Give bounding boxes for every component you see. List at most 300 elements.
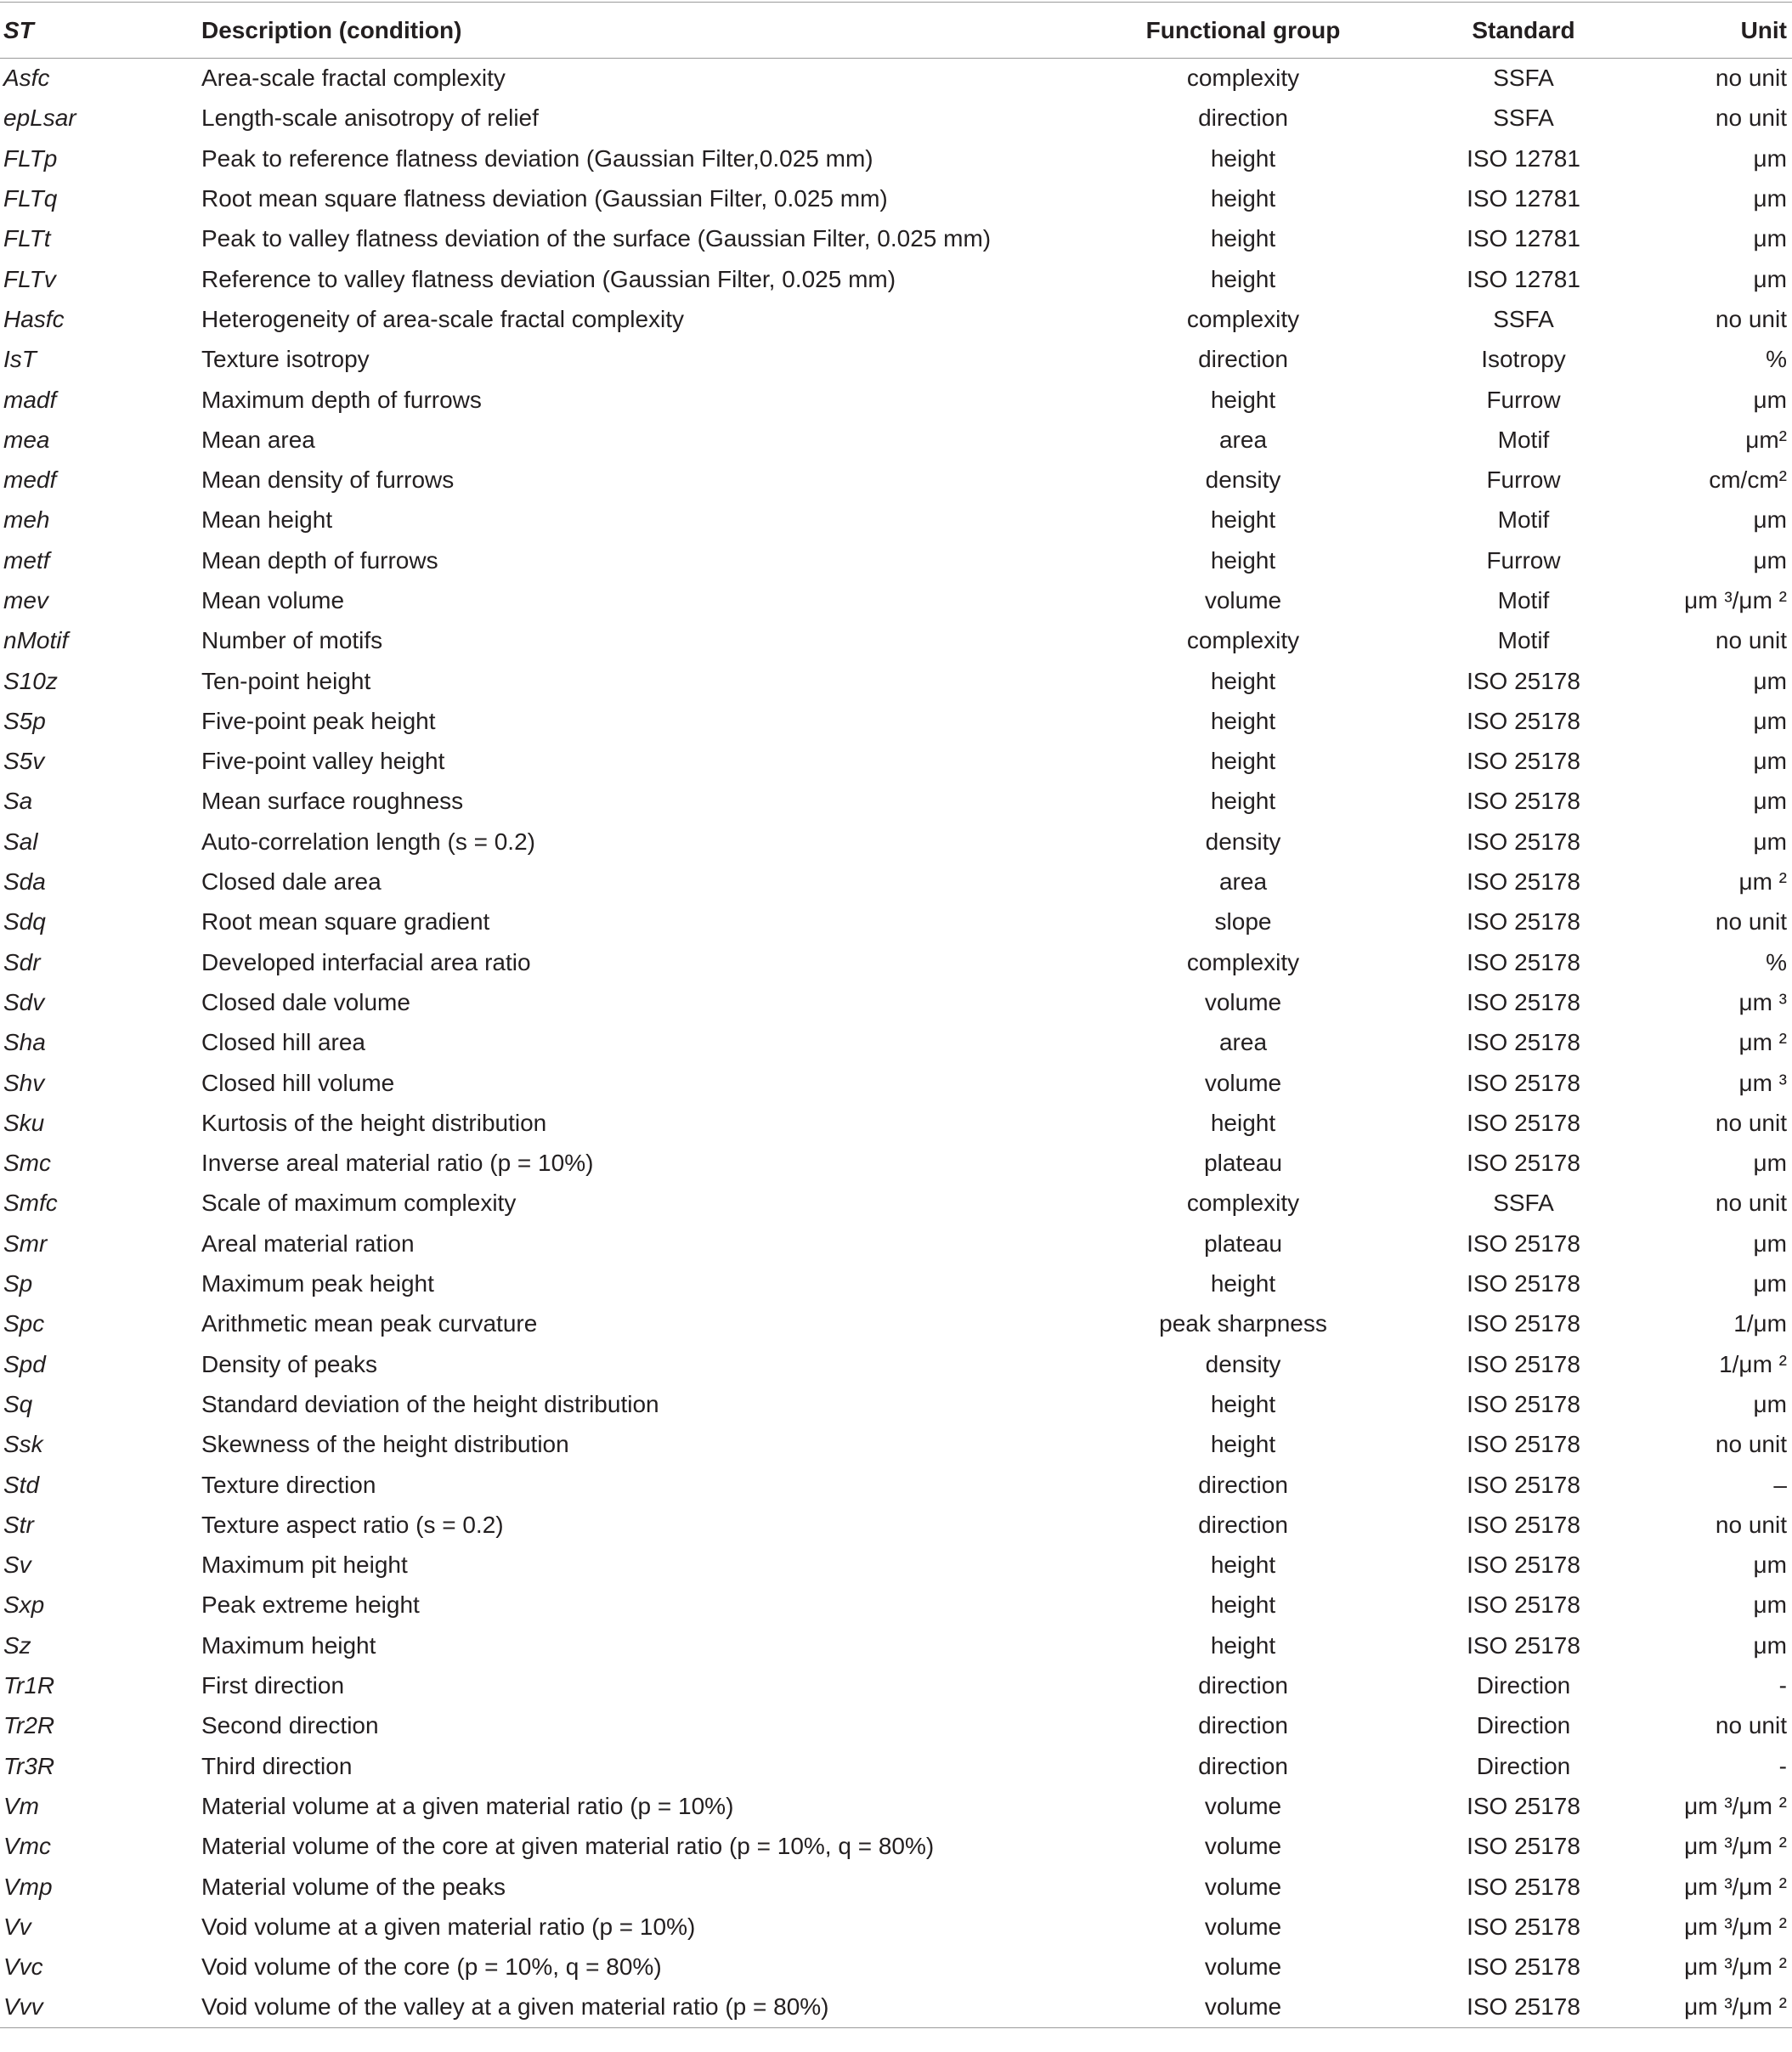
cell-functional-group: complexity [1186, 627, 1300, 654]
cell-unit: μm [1753, 546, 1787, 574]
cell-functional-group: height [1210, 546, 1276, 574]
cell-unit: no unit [1715, 1190, 1787, 1217]
cell-functional-group: area [1218, 868, 1268, 896]
cell-st: metf [3, 546, 50, 574]
cell-unit: no unit [1715, 105, 1787, 132]
cell-unit: 1/μm ² [1719, 1350, 1787, 1377]
cell-functional-group: height [1210, 748, 1276, 775]
cell-st: FLTq [3, 185, 58, 212]
cell-functional-group: height [1210, 1431, 1276, 1458]
header-unit: Unit [1662, 3, 1792, 59]
cell-st: Vv [3, 1913, 31, 1940]
cell-description: Void volume of the valley at a given material ratio (p = 80%) [198, 1987, 1101, 2027]
cell-description: Maximum pit height [201, 1552, 408, 1579]
cell-functional-group: height [1210, 1552, 1276, 1579]
cell-unit: no unit [1715, 1712, 1787, 1739]
table-row [0, 1706, 1792, 1746]
cell-unit: μm [1753, 1270, 1787, 1297]
cell-unit: cm/cm² [1709, 466, 1787, 494]
cell-standard: ISO 25178 [1467, 1270, 1580, 1297]
cell-functional-group: height [1210, 185, 1276, 212]
cell-standard: SSFA [1493, 105, 1554, 132]
cell-standard: ISO 25178 [1467, 1431, 1580, 1458]
cell-unit: no unit [1715, 908, 1787, 936]
cell-description: Third direction [201, 1752, 353, 1779]
cell-unit: μm ³ [1738, 988, 1787, 1015]
cell-standard: Direction [1476, 1752, 1571, 1779]
cell-standard: ISO 25178 [1467, 1873, 1580, 1900]
cell-functional-group: height [1210, 707, 1276, 734]
cell-description: Closed dale area [201, 868, 382, 896]
table-row [0, 742, 1792, 782]
cell-st: Hasfc [3, 305, 65, 332]
cell-st: FLTt [3, 225, 51, 252]
cell-functional-group: height [1210, 1591, 1276, 1619]
cell-functional-group: volume [1204, 1792, 1282, 1819]
cell-st: Smc [3, 1150, 51, 1177]
table-row [0, 862, 1792, 902]
cell-functional-group: density [1205, 828, 1281, 855]
table-row [0, 59, 1792, 99]
table-row [0, 138, 1792, 178]
cell-description: Texture aspect ratio (s = 0.2) [201, 1511, 504, 1538]
cell-standard: Furrow [1486, 546, 1561, 574]
cell-functional-group: volume [1204, 988, 1282, 1015]
cell-standard: ISO 25178 [1467, 667, 1580, 694]
cell-st: Vvv [0, 1987, 198, 2027]
cell-unit: μm ³ [1738, 1069, 1787, 1096]
cell-description: Kurtosis of the height distribution [201, 1109, 547, 1136]
cell-standard: ISO 25178 [1467, 1511, 1580, 1538]
cell-unit: μm [1753, 386, 1787, 413]
cell-functional-group: height [1210, 506, 1276, 534]
table-row [0, 621, 1792, 661]
table-row [0, 380, 1792, 420]
cell-functional-group: volume [1204, 1953, 1282, 1981]
table-body [0, 59, 1792, 2028]
cell-st: Sdr [3, 948, 41, 975]
table-row [0, 540, 1792, 580]
cell-standard: ISO 25178 [1467, 1953, 1580, 1981]
cell-functional-group: complexity [1186, 1190, 1300, 1217]
cell-unit: - [1778, 1672, 1787, 1699]
cell-functional-group: height [1210, 1270, 1276, 1297]
cell-standard: ISO 25178 [1467, 1029, 1580, 1056]
cell-unit: μm [1753, 788, 1787, 815]
cell-st: FLTv [3, 265, 56, 292]
cell-standard: ISO 25178 [1467, 828, 1580, 855]
cell-standard: ISO 25178 [1467, 1350, 1580, 1377]
cell-description: First direction [201, 1672, 345, 1699]
table-row [0, 259, 1792, 299]
cell-description: Density of peaks [201, 1350, 377, 1377]
cell-standard: Direction [1476, 1672, 1571, 1699]
table-row [0, 500, 1792, 540]
cell-st: Sdv [3, 988, 45, 1015]
cell-functional-group: direction [1198, 1752, 1288, 1779]
cell-functional-group: peak sharpness [1159, 1310, 1327, 1337]
cell-unit: μm² [1745, 426, 1787, 453]
cell-st: Sal [3, 828, 38, 855]
cell-functional-group: direction [1198, 105, 1288, 132]
cell-standard: ISO 25178 [1467, 1631, 1580, 1659]
cell-functional-group: volume [1101, 1987, 1385, 2027]
cell-unit: no unit [1715, 1431, 1787, 1458]
cell-description: Mean density of furrows [201, 466, 455, 494]
header-st: ST [0, 3, 198, 59]
table-row [0, 460, 1792, 500]
cell-standard: ISO 25178 [1467, 1552, 1580, 1579]
cell-unit: no unit [1715, 627, 1787, 654]
cell-standard: SSFA [1493, 305, 1554, 332]
cell-st: Str [3, 1511, 34, 1538]
table-row [0, 982, 1792, 1022]
cell-functional-group: height [1210, 667, 1276, 694]
cell-st: Tr3R [3, 1752, 55, 1779]
cell-st: Tr2R [3, 1712, 55, 1739]
cell-standard: SSFA [1493, 65, 1554, 92]
cell-description: Standard deviation of the height distribution [201, 1390, 659, 1417]
cell-functional-group: volume [1204, 1833, 1282, 1860]
cell-unit: μm ³/μm ² [1684, 1953, 1787, 1981]
cell-unit: no unit [1715, 1511, 1787, 1538]
cell-unit: 1/μm [1733, 1310, 1787, 1337]
cell-standard: ISO 25178 [1467, 1109, 1580, 1136]
cell-description: Peak to reference flatness deviation (Gaussian Filter,0.025 mm) [201, 144, 873, 172]
cell-description: Peak to valley flatness deviation of the surface (Gaussian Filter, 0.025 mm) [201, 225, 992, 252]
cell-functional-group: height [1210, 265, 1276, 292]
cell-unit: μm ³/μm ² [1684, 1833, 1787, 1860]
cell-functional-group: height [1210, 386, 1276, 413]
table-row [0, 1023, 1792, 1063]
cell-st: mev [3, 587, 48, 613]
cell-st: Vvc [3, 1953, 43, 1981]
cell-description: Maximum peak height [201, 1270, 434, 1297]
table-row [0, 420, 1792, 460]
cell-description: Texture direction [201, 1471, 376, 1498]
cell-unit: μm ³/μm ² [1684, 1873, 1787, 1900]
table-row [0, 1786, 1792, 1826]
table-row [0, 1505, 1792, 1545]
cell-st: Vmp [3, 1873, 53, 1900]
table-row [0, 1625, 1792, 1665]
cell-functional-group: height [1210, 1390, 1276, 1417]
table-row [0, 1263, 1792, 1303]
cell-functional-group: height [1210, 225, 1276, 252]
cell-standard: Furrow [1486, 386, 1561, 413]
cell-unit: μm [1753, 1230, 1787, 1257]
cell-unit: no unit [1715, 305, 1787, 332]
cell-unit: μm [1753, 1552, 1787, 1579]
cell-unit: μm ² [1738, 1029, 1787, 1056]
cell-functional-group: density [1205, 1350, 1281, 1377]
cell-unit: μm [1753, 828, 1787, 855]
cell-functional-group: complexity [1186, 948, 1300, 975]
table-row [0, 1384, 1792, 1424]
cell-description: Length-scale anisotropy of relief [201, 105, 539, 132]
cell-standard: Furrow [1486, 466, 1561, 494]
cell-description: Scale of maximum complexity [201, 1190, 517, 1217]
cell-st: medf [3, 466, 57, 494]
cell-functional-group: volume [1204, 1873, 1282, 1900]
cell-standard: ISO 25178 [1385, 1987, 1662, 2027]
cell-unit: μm ³/μm ² [1662, 1987, 1792, 2027]
cell-unit: - [1778, 1752, 1787, 1779]
table-row [0, 1103, 1792, 1143]
cell-description: Heterogeneity of area-scale fractal complexity [201, 305, 685, 332]
cell-description: Void volume at a given material ratio (p = 10%) [201, 1913, 696, 1940]
cell-functional-group: complexity [1186, 305, 1300, 332]
cell-description: Mean height [201, 506, 333, 534]
cell-st: madf [3, 386, 57, 413]
cell-st: Smfc [3, 1190, 58, 1217]
table-row [0, 178, 1792, 218]
cell-st: Sxp [3, 1591, 45, 1619]
cell-standard: Motif [1497, 627, 1550, 654]
table-row [0, 1867, 1792, 1907]
header-functional-group: Functional group [1101, 3, 1385, 59]
table-row [0, 1063, 1792, 1103]
table-row [0, 1545, 1792, 1585]
cell-standard: ISO 25178 [1467, 868, 1580, 896]
cell-unit: μm [1753, 707, 1787, 734]
cell-st: S5v [3, 748, 45, 775]
table-row [0, 822, 1792, 862]
cell-standard: ISO 25178 [1467, 1792, 1580, 1819]
table-row [0, 219, 1792, 259]
cell-unit: μm [1753, 225, 1787, 252]
cell-description: Void volume of the core (p = 10%, q = 80%) [201, 1953, 662, 1981]
cell-st: Spc [3, 1310, 45, 1337]
cell-description: Maximum height [201, 1631, 376, 1659]
cell-description: Skewness of the height distribution [201, 1431, 569, 1458]
header-standard: Standard [1385, 3, 1662, 59]
table-row [0, 902, 1792, 942]
table-row [0, 340, 1792, 380]
cell-functional-group: height [1210, 1109, 1276, 1136]
cell-standard: ISO 12781 [1467, 185, 1580, 212]
cell-functional-group: plateau [1204, 1150, 1282, 1177]
cell-standard: ISO 25178 [1467, 988, 1580, 1015]
cell-st: mea [3, 426, 50, 453]
cell-unit: μm [1753, 506, 1787, 534]
cell-functional-group: height [1210, 788, 1276, 815]
cell-description: Mean depth of furrows [201, 546, 438, 574]
header-description: Description (condition) [198, 3, 1101, 59]
cell-st: S5p [3, 707, 46, 734]
cell-standard: ISO 25178 [1467, 748, 1580, 775]
cell-st: Vmc [3, 1833, 51, 1860]
cell-standard: ISO 25178 [1467, 707, 1580, 734]
cell-standard: Isotropy [1481, 346, 1566, 373]
table-row [0, 1746, 1792, 1786]
cell-standard: ISO 12781 [1467, 144, 1580, 172]
cell-st: Asfc [3, 65, 50, 92]
cell-description: Peak extreme height [201, 1591, 420, 1619]
cell-description: Material volume at a given material ratio (p = 10%) [201, 1792, 734, 1819]
cell-description: Mean area [201, 426, 315, 453]
table-header [0, 3, 1792, 59]
cell-st: nMotif [3, 627, 69, 654]
table-row [0, 1304, 1792, 1344]
cell-description: Material volume of the peaks [201, 1873, 506, 1900]
cell-unit: μm [1753, 1150, 1787, 1177]
table-row [0, 701, 1792, 741]
cell-description: Mean volume [201, 587, 345, 613]
table-row [0, 99, 1792, 138]
cell-functional-group: density [1205, 466, 1281, 494]
table-row [0, 1184, 1792, 1224]
cell-unit: μm ³/μm ² [1684, 1913, 1787, 1940]
cell-functional-group: direction [1198, 1471, 1288, 1498]
header-row [0, 3, 1792, 59]
cell-unit: no unit [1715, 65, 1787, 92]
cell-standard: Motif [1497, 587, 1550, 613]
table-row [0, 1586, 1792, 1625]
surface-texture-parameters-table [0, 2, 1792, 2028]
cell-functional-group: volume [1204, 587, 1282, 613]
cell-st: Sdq [3, 908, 46, 936]
cell-st: FLTp [3, 144, 58, 172]
cell-functional-group: direction [1198, 1511, 1288, 1538]
cell-unit: μm [1753, 748, 1787, 775]
table-row [0, 1344, 1792, 1384]
cell-st: meh [3, 506, 50, 534]
cell-functional-group: plateau [1204, 1230, 1282, 1257]
cell-standard: Motif [1497, 506, 1550, 534]
cell-st: Tr1R [3, 1672, 55, 1699]
cell-standard: ISO 25178 [1467, 1833, 1580, 1860]
cell-unit: μm ³/μm ² [1684, 587, 1787, 613]
cell-unit: μm [1753, 1390, 1787, 1417]
cell-standard: ISO 12781 [1467, 265, 1580, 292]
cell-standard: ISO 25178 [1467, 1471, 1580, 1498]
cell-description: Auto-correlation length (s = 0.2) [201, 828, 535, 855]
cell-standard: Direction [1476, 1712, 1571, 1739]
table-row [0, 1987, 1792, 2027]
cell-st: Std [3, 1471, 40, 1498]
cell-standard: ISO 12781 [1467, 225, 1580, 252]
cell-st: Sha [3, 1029, 46, 1056]
cell-description: Area-scale fractal complexity [201, 65, 506, 92]
cell-unit: – [1773, 1471, 1787, 1498]
table-row [0, 942, 1792, 982]
cell-standard: ISO 25178 [1467, 788, 1580, 815]
table-row [0, 1425, 1792, 1465]
cell-description: Developed interfacial area ratio [201, 948, 531, 975]
table-row [0, 1947, 1792, 1987]
cell-unit: μm [1753, 1631, 1787, 1659]
cell-unit: % [1766, 346, 1787, 373]
cell-functional-group: direction [1198, 1672, 1288, 1699]
cell-unit: μm [1753, 185, 1787, 212]
cell-functional-group: volume [1204, 1069, 1282, 1096]
cell-standard: Motif [1497, 426, 1550, 453]
cell-description: Root mean square flatness deviation (Gaussian Filter, 0.025 mm) [201, 185, 888, 212]
cell-functional-group: direction [1198, 346, 1288, 373]
cell-functional-group: volume [1204, 1913, 1282, 1940]
cell-description: Arithmetic mean peak curvature [201, 1310, 538, 1337]
cell-description: Five-point valley height [201, 748, 445, 775]
cell-functional-group: direction [1198, 1712, 1288, 1739]
cell-standard: ISO 25178 [1467, 1913, 1580, 1940]
cell-description: Inverse areal material ratio (p = 10%) [201, 1150, 594, 1177]
cell-description: Reference to valley flatness deviation (Gaussian Filter, 0.025 mm) [201, 265, 896, 292]
table-row [0, 782, 1792, 822]
table-row [0, 661, 1792, 701]
cell-unit: no unit [1715, 1109, 1787, 1136]
cell-description: Areal material ration [201, 1230, 415, 1257]
cell-description: Texture isotropy [201, 346, 370, 373]
table-row [0, 1827, 1792, 1867]
table-row [0, 1665, 1792, 1705]
cell-description: Number of motifs [201, 627, 383, 654]
cell-functional-group: area [1218, 1029, 1268, 1056]
cell-st: Sz [3, 1631, 31, 1659]
cell-standard: ISO 25178 [1467, 1310, 1580, 1337]
cell-st: Smr [3, 1230, 48, 1257]
cell-st: Shv [3, 1069, 45, 1096]
cell-st: Vm [3, 1792, 39, 1819]
cell-functional-group: complexity [1186, 65, 1300, 92]
cell-st: Sa [3, 788, 33, 815]
cell-st: Sda [3, 868, 46, 896]
cell-standard: ISO 25178 [1467, 908, 1580, 936]
cell-functional-group: height [1210, 144, 1276, 172]
cell-st: IsT [3, 346, 37, 373]
cell-description: Five-point peak height [201, 707, 436, 734]
cell-description: Closed dale volume [201, 988, 410, 1015]
cell-description: Mean surface roughness [201, 788, 464, 815]
cell-description: Material volume of the core at given material ratio (p = 10%, q = 80%) [201, 1833, 935, 1860]
cell-st: Sv [3, 1552, 31, 1579]
cell-standard: ISO 25178 [1467, 1150, 1580, 1177]
cell-unit: μm [1753, 1591, 1787, 1619]
cell-unit: μm [1753, 265, 1787, 292]
cell-functional-group: slope [1214, 908, 1272, 936]
cell-description: Ten-point height [201, 667, 371, 694]
cell-st: Sku [3, 1109, 45, 1136]
cell-description: Maximum depth of furrows [201, 386, 482, 413]
cell-functional-group: height [1210, 1631, 1276, 1659]
cell-unit: μm [1753, 667, 1787, 694]
cell-standard: ISO 25178 [1467, 948, 1580, 975]
cell-unit: μm ² [1738, 868, 1787, 896]
table-row [0, 1907, 1792, 1947]
cell-st: Sq [3, 1390, 33, 1417]
cell-st: Ssk [3, 1431, 43, 1458]
cell-st: Spd [3, 1350, 46, 1377]
cell-unit: μm ³/μm ² [1684, 1792, 1787, 1819]
table-row [0, 1144, 1792, 1184]
table-row [0, 299, 1792, 339]
cell-functional-group: area [1218, 426, 1268, 453]
cell-standard: ISO 25178 [1467, 1591, 1580, 1619]
cell-st: S10z [3, 667, 58, 694]
cell-description: Root mean square gradient [201, 908, 490, 936]
cell-st: epLsar [3, 105, 76, 132]
cell-unit: μm [1753, 144, 1787, 172]
table-row [0, 1224, 1792, 1263]
cell-standard: SSFA [1493, 1190, 1554, 1217]
cell-standard: ISO 25178 [1467, 1230, 1580, 1257]
cell-unit: % [1766, 948, 1787, 975]
cell-standard: ISO 25178 [1467, 1069, 1580, 1096]
cell-standard: ISO 25178 [1467, 1390, 1580, 1417]
cell-description: Closed hill volume [201, 1069, 395, 1096]
cell-description: Second direction [201, 1712, 379, 1739]
cell-description: Closed hill area [201, 1029, 365, 1056]
